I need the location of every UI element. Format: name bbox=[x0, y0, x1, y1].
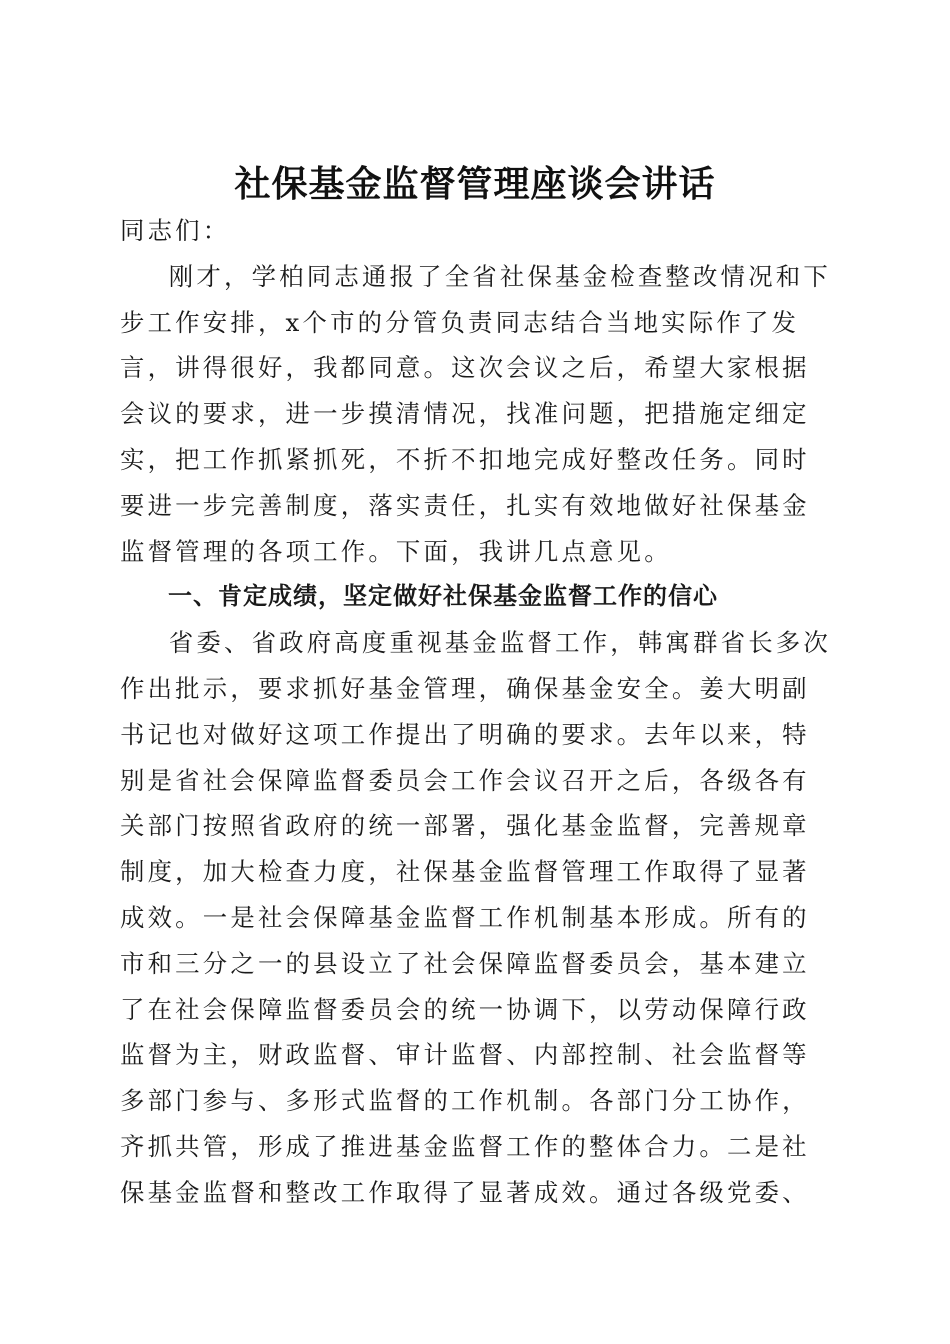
salutation: 同志们： bbox=[120, 216, 231, 245]
section-heading-1: 一、肯定成绩，坚定做好社保基金监督工作的信心 bbox=[168, 582, 718, 611]
document-title: 社保基金监督管理座谈会讲话 bbox=[234, 163, 716, 206]
document-body bbox=[120, 208, 832, 1216]
paragraph-intro: 刚才，学柏同志通报了全省社保基金检查整改情况和下步工作安排，x个市的分管负责同志结合当地实际作了发言，讲得很好，我都同意。这次会议之后，希望大家根据会议的要求，进一步摸清情况，找准问题，把措施定细定实，把工作抓紧抓死，不折不扣地完成好整改任务。同时要进一步完善制度，落实责任，扎实有效地做好社保基金监督管理的各项工作。下面，我讲几点意见。 bbox=[120, 261, 831, 566]
paragraph-achievements: 省委、省政府高度重视基金监督工作，韩寓群省长多次作出批示，要求抓好基金管理，确保基金安全。姜大明副书记也对做好这项工作提出了明确的要求。去年以来，特别是省社会保障监督委员会工作会议召开之后，各级各有关部门按照省政府的统一部署，强化基金监督，完善规章制度，加大检查力度，社保基金监督管理工作取得了显著成效。一是社会保障基金监督工作机制基本形成。所有的市和三分之一的县设立了社会保障监督委员会，基本建立了在社会保障监督委员会的统一协调下，以劳动保障行政监督为主，财政监督、审计监督、内部控制、社会监督等多部门参与、多形式监督的工作机制。各部门分工协作，齐抓共管，形成了推进基金监督工作的整体合力。二是社保基金监督和整改工作取得了显著成效。通过各级党委、 bbox=[120, 628, 831, 1207]
